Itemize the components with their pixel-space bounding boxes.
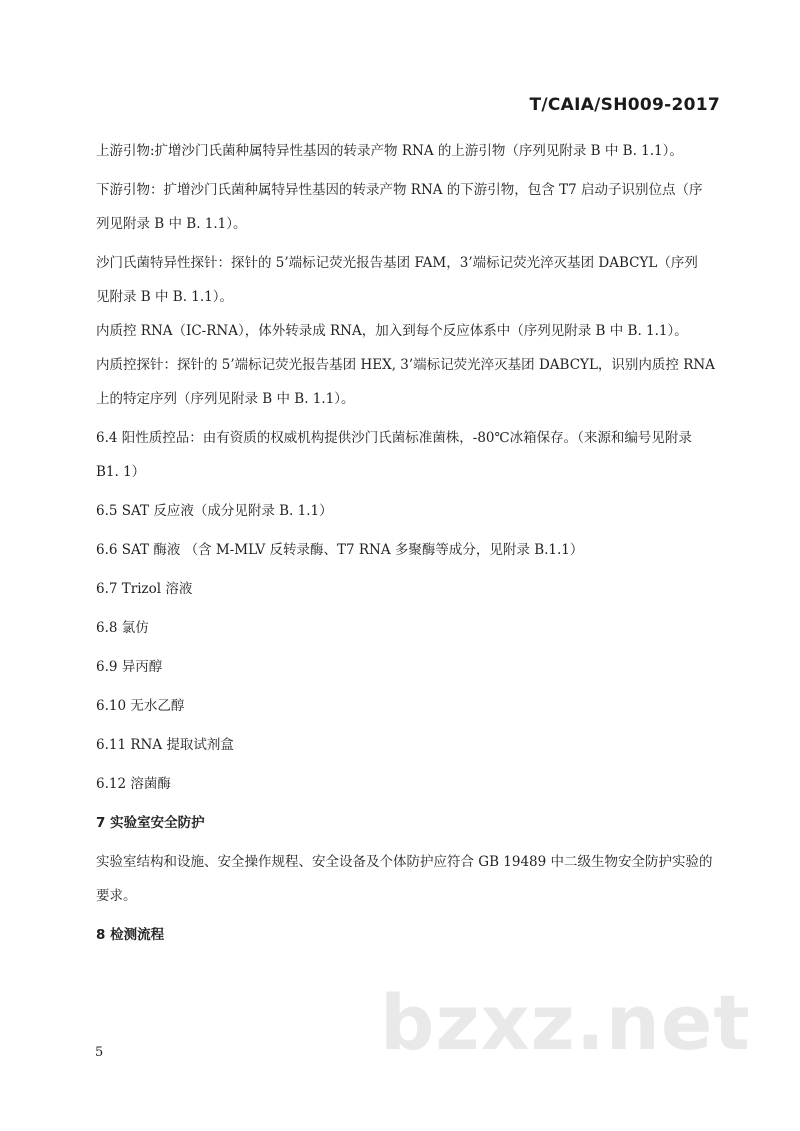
- section-6-4-line-2: B1. 1）: [96, 464, 146, 480]
- section-6-8: 6.8 氯仿: [96, 620, 149, 636]
- section-6-5: 6.5 SAT 反应液（成分见附录 B. 1.1）: [96, 503, 333, 519]
- section-6-10: 6.10 无水乙醇: [96, 698, 185, 714]
- downstream-primer-line-1: 下游引物：扩增沙门氏菌种属特异性基因的转录产物 RNA 的下游引物，包含 T7 启动子识别位点（序: [96, 182, 703, 198]
- section-7-body-line-1: 实验室结构和设施、安全操作规程、安全设备及个体防护应符合 GB 19489 中二级生物安全防护实验的: [96, 854, 713, 870]
- document-code: T/CAIA/SH009-2017: [529, 95, 720, 115]
- section-6-7: 6.7 Trizol 溶液: [96, 581, 193, 597]
- section-7-heading: 7 实验室安全防护: [96, 815, 205, 831]
- probe-line-1: 沙门氏菌特异性探针：探针的 5’端标记荧光报告基团 FAM，3’端标记荧光淬灭基团 DABCYL（序列: [96, 255, 698, 271]
- ic-probe-line-2: 上的特定序列（序列见附录 B 中 B. 1.1）。: [96, 391, 355, 407]
- section-7-body-line-2: 要求。: [96, 888, 137, 904]
- watermark: bzxz.net: [380, 978, 751, 1067]
- ic-probe-line-1: 内质控探针：探针的 5’端标记荧光报告基团 HEX, 3’端标记荧光淬灭基团 DABCYL，识别内质控 RNA: [96, 357, 715, 373]
- downstream-primer-line-2: 列见附录 B 中 B. 1.1）。: [96, 216, 247, 232]
- page-number: 5: [95, 1045, 104, 1060]
- section-6-4-line-1: 6.4 阳性质控品：由有资质的权威机构提供沙门氏菌标准菌株，-80℃冰箱保存。（来源和编号见附录: [96, 430, 692, 446]
- document-body: [96, 134, 720, 952]
- upstream-primer-line: 上游引物:扩增沙门氏菌种属特异性基因的转录产物 RNA 的上游引物（序列见附录 B 中 B. 1.1）。: [96, 143, 683, 159]
- section-8-heading: 8 检测流程: [96, 927, 165, 943]
- section-6-6: 6.6 SAT 酶液 （含 M-MLV 反转录酶、T7 RNA 多聚酶等成分，见附录 B.1.1）: [96, 542, 584, 558]
- section-6-11: 6.11 RNA 提取试剂盒: [96, 737, 234, 753]
- section-6-9: 6.9 异丙醇: [96, 659, 163, 675]
- section-6-12: 6.12 溶菌酶: [96, 776, 171, 792]
- ic-rna-line: 内质控 RNA（IC-RNA），体外转录成 RNA，加入到每个反应体系中（序列见附录 B 中 B. 1.1）。: [96, 323, 688, 339]
- probe-line-2: 见附录 B 中 B. 1.1）。: [96, 289, 234, 305]
